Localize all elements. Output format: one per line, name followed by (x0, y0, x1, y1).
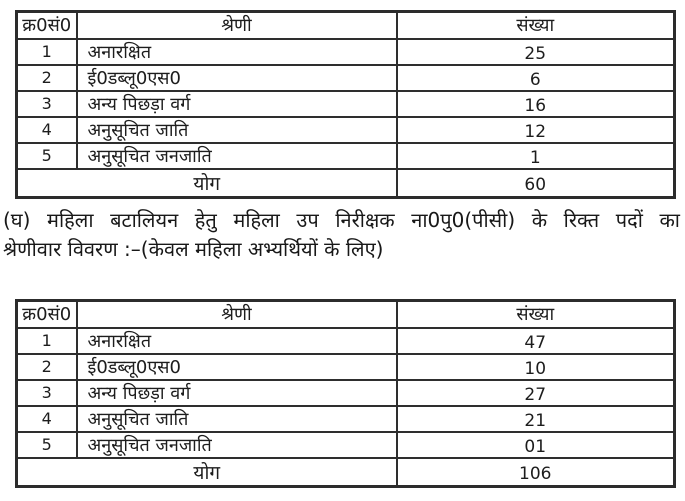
serial-cell: 5 (17, 143, 77, 169)
category-cell: अनारक्षित (77, 39, 397, 65)
table-row (17, 380, 675, 406)
serial-cell: 3 (17, 91, 77, 117)
category-cell: ई0डब्लू0एस0 (77, 65, 397, 91)
section-heading-gha (3, 206, 680, 264)
table-row (17, 432, 675, 458)
total-label-cell: योग (17, 169, 397, 198)
serial-cell: 4 (17, 406, 77, 432)
serial-cell: 2 (17, 65, 77, 91)
table1-header-serial: क्र0सं0 (17, 12, 77, 39)
serial-cell: 2 (17, 354, 77, 380)
count-cell: 10 (397, 354, 675, 380)
count-cell: 01 (397, 432, 675, 458)
total-label-cell: योग (17, 458, 397, 487)
vacancy-table-2 (15, 299, 676, 488)
table-row (17, 65, 675, 91)
total-count-cell: 60 (397, 169, 675, 198)
vacancy-table-1 (15, 10, 676, 199)
category-cell: अनुसूचित जनजाति (77, 143, 397, 169)
table-row (17, 91, 675, 117)
category-cell: अनुसूचित जाति (77, 117, 397, 143)
serial-cell: 4 (17, 117, 77, 143)
table-row (17, 328, 675, 354)
table-row (17, 143, 675, 169)
category-cell: अन्य पिछड़ा वर्ग (77, 91, 397, 117)
count-cell: 1 (397, 143, 675, 169)
table-row (17, 39, 675, 65)
table1-header-category: श्रेणी (77, 12, 397, 39)
category-cell: अनारक्षित (77, 328, 397, 354)
table2-header-count: संख्या (397, 301, 675, 328)
category-cell: अनुसूचित जाति (77, 406, 397, 432)
section-heading-line-2: श्रेणीवार विवरण :–(केवल महिला अभ्यर्थियों के लिए) (3, 237, 384, 261)
count-cell: 16 (397, 91, 675, 117)
serial-cell: 3 (17, 380, 77, 406)
count-cell: 21 (397, 406, 675, 432)
table2-header-category: श्रेणी (77, 301, 397, 328)
table-row (17, 406, 675, 432)
total-count-cell: 106 (397, 458, 675, 487)
total-row (17, 169, 675, 198)
category-cell: ई0डब्लू0एस0 (77, 354, 397, 380)
table1-header-row (17, 12, 675, 39)
serial-cell: 1 (17, 39, 77, 65)
table1-header-count: संख्या (397, 12, 675, 39)
section-heading-line-1: (घ) महिला बटालियन हेतु महिला उप निरीक्षक ना0पु0(पीसी) के रिक्त पदों का (3, 208, 680, 232)
count-cell: 25 (397, 39, 675, 65)
count-cell: 6 (397, 65, 675, 91)
count-cell: 47 (397, 328, 675, 354)
count-cell: 12 (397, 117, 675, 143)
category-cell: अनुसूचित जनजाति (77, 432, 397, 458)
table-row (17, 117, 675, 143)
table-row (17, 354, 675, 380)
count-cell: 27 (397, 380, 675, 406)
table2-header-row (17, 301, 675, 328)
serial-cell: 1 (17, 328, 77, 354)
category-cell: अन्य पिछड़ा वर्ग (77, 380, 397, 406)
table2-header-serial: क्र0सं0 (17, 301, 77, 328)
total-row (17, 458, 675, 487)
serial-cell: 5 (17, 432, 77, 458)
